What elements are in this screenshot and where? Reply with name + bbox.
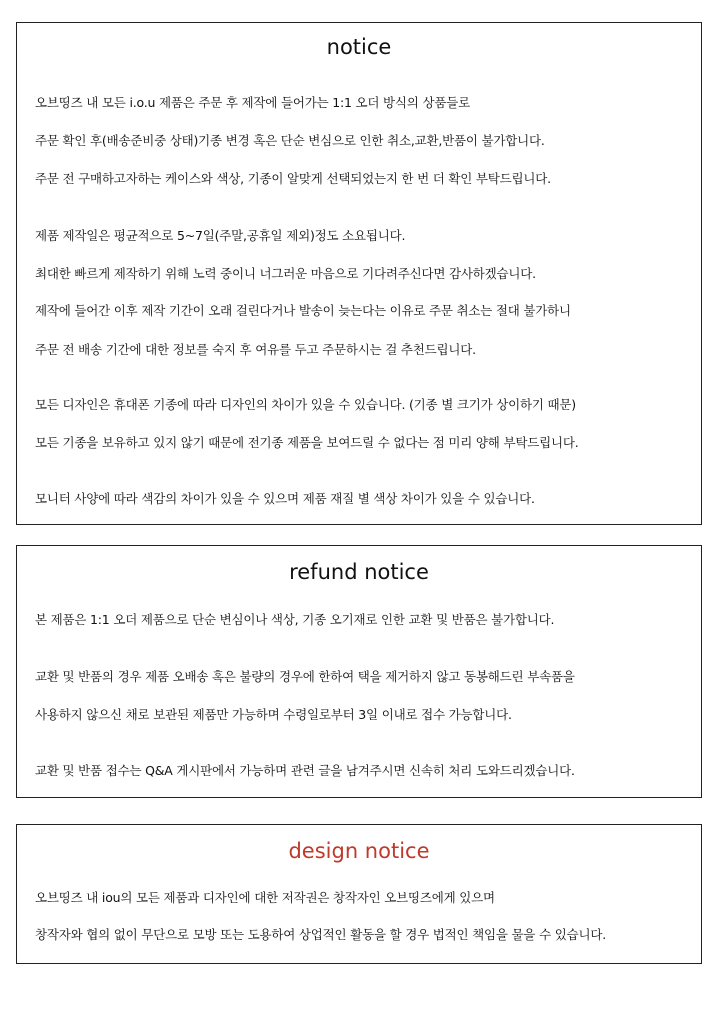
design-notice-title: design notice <box>288 839 430 863</box>
notice-line: 주문 전 구매하고자하는 케이스와 색상, 기종이 알맞게 선택되었는지 한 번 더 확인 부탁드립니다. <box>35 171 551 186</box>
notice-line: 최대한 빠르게 제작하기 위해 노력 중이니 너그러운 마음으로 기다려주신다면 감사하겠습니다. <box>35 266 536 281</box>
notice-line: 모든 디자인은 휴대폰 기종에 따라 디자인의 차이가 있을 수 있습니다. (기종 별 크기가 상이하기 때문) <box>35 397 576 412</box>
notice-title: notice <box>326 35 392 59</box>
design-notice-line: 오브띵즈 내 iou의 모든 제품과 디자인에 대한 저작권은 창작자인 오브띵즈에게 있으며 <box>35 890 495 905</box>
refund-notice-section <box>16 545 702 798</box>
notice-line: 오브띵즈 내 모든 i.o.u 제품은 주문 후 제작에 들어가는 1:1 오더 방식의 상품들로 <box>35 95 470 110</box>
notice-line: 제작에 들어간 이후 제작 기간이 오래 걸린다거나 발송이 늦는다는 이유로 주문 취소는 절대 불가하니 <box>35 303 571 318</box>
notice-line: 제품 제작일은 평균적으로 5~7일(주말,공휴일 제외)정도 소요됩니다. <box>35 228 406 243</box>
notice-line: 주문 전 배송 기간에 대한 정보를 숙지 후 여유를 두고 주문하시는 걸 추천드립니다. <box>35 342 476 357</box>
design-notice-line: 창작자와 협의 없이 무단으로 모방 또는 도용하여 상업적인 활동을 할 경우 법적인 책임을 물을 수 있습니다. <box>35 927 607 942</box>
refund-notice-title: refund notice <box>289 560 429 584</box>
refund-notice-line: 본 제품은 1:1 오더 제품으로 단순 변심이나 색상, 기종 오기재로 인한 교환 및 반품은 불가합니다. <box>35 612 555 627</box>
refund-notice-line: 교환 및 반품 접수는 Q&A 게시판에서 가능하며 관련 글을 남겨주시면 신속히 처리 도와드리겠습니다. <box>35 763 575 778</box>
notice-line: 주문 확인 후(배송준비중 상태)기종 변경 혹은 단순 변심으로 인한 취소,교환,반품이 불가합니다. <box>35 133 545 148</box>
notice-section <box>16 22 702 525</box>
design-notice-section <box>16 824 702 964</box>
notice-line: 모든 기종을 보유하고 있지 않기 때문에 전기종 제품을 보여드릴 수 없다는 점 미리 양해 부탁드립니다. <box>35 435 579 450</box>
refund-notice-line: 사용하지 않으신 채로 보관된 제품만 가능하며 수령일로부터 3일 이내로 접수 가능합니다. <box>35 707 512 722</box>
notice-line: 모니터 사양에 따라 색감의 차이가 있을 수 있으며 제품 재질 별 색상 차이가 있을 수 있습니다. <box>35 491 535 506</box>
refund-notice-line: 교환 및 반품의 경우 제품 오배송 혹은 불량의 경우에 한하여 택을 제거하지 않고 동봉해드린 부속품을 <box>35 669 575 684</box>
